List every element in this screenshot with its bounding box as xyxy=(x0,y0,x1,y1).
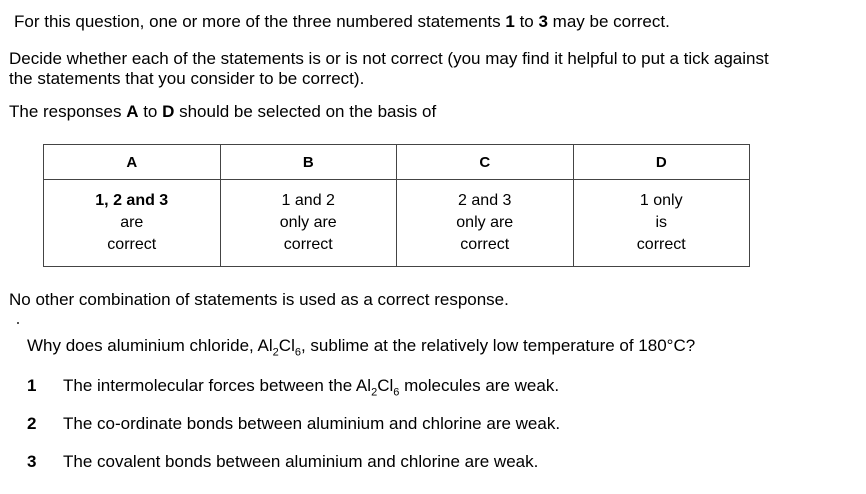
cell-line: 1, 2 and 3 xyxy=(95,192,169,209)
response-cell-b xyxy=(220,180,397,267)
response-header-a: A xyxy=(44,145,221,180)
cell-line: 1 only xyxy=(639,192,683,209)
statement-number: 3 xyxy=(27,452,37,471)
subscript: 6 xyxy=(294,346,301,359)
statement-text: Cl xyxy=(377,376,394,395)
cell-line: correct xyxy=(107,236,157,253)
response-cell-d xyxy=(573,180,750,267)
statement-number-bold: 1 xyxy=(505,12,515,31)
subscript: 2 xyxy=(371,386,378,399)
statement-1 xyxy=(27,376,560,399)
instruction-text: to xyxy=(514,12,539,31)
statement-number-bold: 3 xyxy=(538,12,548,31)
question-marker-dot xyxy=(17,322,19,324)
cell-line: is xyxy=(655,214,668,231)
response-header-b: B xyxy=(220,145,397,180)
response-header-c: C xyxy=(397,145,574,180)
question-text: Why does aluminium chloride, Al xyxy=(27,336,273,355)
instruction-text: may be correct. xyxy=(547,12,670,31)
cell-line: are xyxy=(120,214,144,231)
response-key-table xyxy=(43,144,750,267)
statement-text: The covalent bonds between aluminium and chlorine are weak. xyxy=(63,452,539,471)
cell-line: correct xyxy=(283,236,333,253)
instruction-line-2: Decide whether each of the statements is or is not correct (you may find it helpful to put a tick against xyxy=(9,49,769,68)
response-header-d: D xyxy=(573,145,750,180)
response-key-body-row xyxy=(44,180,750,267)
question-text: , sublime at the relatively low temperature of 180°C? xyxy=(300,336,696,355)
question-stem xyxy=(27,336,696,359)
response-letter-bold: D xyxy=(162,102,175,121)
response-letter-bold: A xyxy=(126,102,139,121)
response-cell-c xyxy=(397,180,574,267)
statement-3 xyxy=(27,452,538,472)
statement-text: The intermolecular forces between the Al xyxy=(63,376,372,395)
statement-number: 1 xyxy=(27,376,37,395)
response-cell-a xyxy=(44,180,221,267)
cell-line: 1 and 2 xyxy=(281,192,335,209)
cell-line: 2 and 3 xyxy=(458,192,512,209)
instruction-line-4 xyxy=(9,102,436,122)
instruction-text: For this question, one or more of the three numbered statements xyxy=(14,12,506,31)
instruction-text: to xyxy=(138,102,163,121)
statement-text: molecules are weak. xyxy=(399,376,560,395)
instruction-text: The responses xyxy=(9,102,127,121)
statement-2 xyxy=(27,414,560,434)
cell-line: correct xyxy=(460,236,510,253)
subscript: 2 xyxy=(272,346,279,359)
statement-text: The co-ordinate bonds between aluminium and chlorine are weak. xyxy=(63,414,561,433)
no-other-combination-note: No other combination of statements is used as a correct response. xyxy=(9,290,509,309)
cell-line: correct xyxy=(636,236,686,253)
response-key-header-row xyxy=(44,145,750,180)
subscript: 6 xyxy=(393,386,400,399)
statement-number: 2 xyxy=(27,414,37,433)
instruction-text: should be selected on the basis of xyxy=(174,102,437,121)
cell-line: only are xyxy=(279,214,337,231)
question-text: Cl xyxy=(278,336,295,355)
instruction-line-1 xyxy=(14,12,670,32)
cell-line: only are xyxy=(456,214,514,231)
instruction-line-3: the statements that you consider to be correct). xyxy=(9,69,365,88)
